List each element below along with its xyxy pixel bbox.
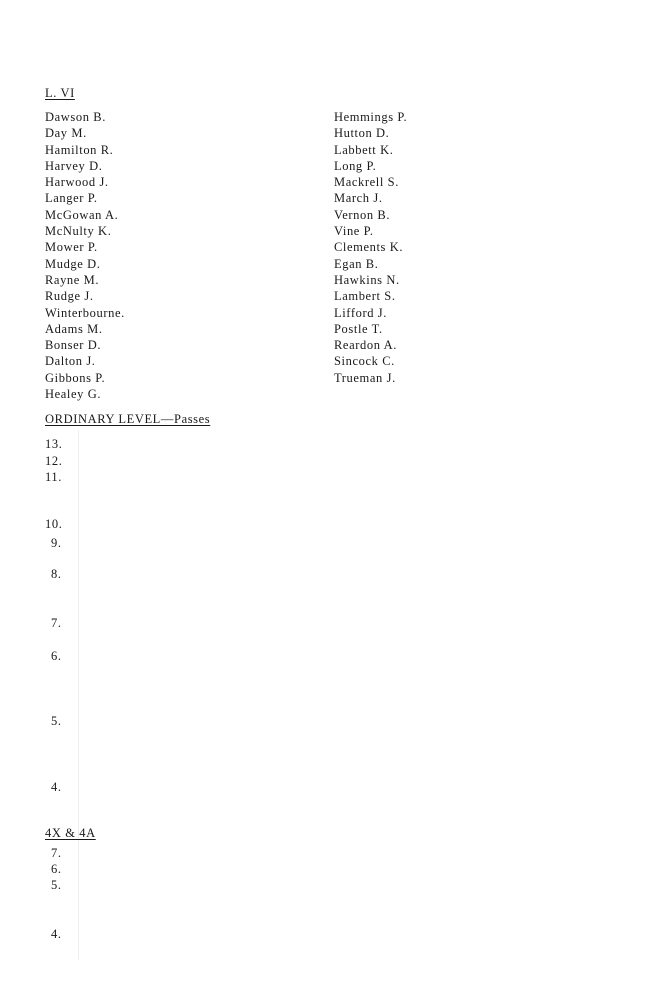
lvi-left-names bbox=[45, 109, 125, 402]
list-item: Dalton J. bbox=[45, 354, 96, 369]
section-heading-ordinary-level: ORDINARY LEVEL—Passes bbox=[45, 412, 211, 426]
grade-number: 13. bbox=[45, 437, 63, 451]
list-item: Dawson B. bbox=[45, 110, 106, 124]
grade-number: 9. bbox=[51, 536, 62, 550]
grade-number: 8. bbox=[51, 567, 62, 581]
list-item: Bonser D. bbox=[45, 338, 102, 353]
grade-number: 4. bbox=[51, 927, 62, 941]
lvi-right-names bbox=[334, 109, 407, 386]
list-item: Lifford J. bbox=[334, 305, 387, 320]
list-item: Rudge J. bbox=[45, 289, 94, 304]
list-item: Long P. bbox=[334, 158, 377, 173]
list-item: Day M. bbox=[45, 126, 87, 141]
list-item: Trueman J. bbox=[334, 370, 396, 385]
grade-number: 7. bbox=[51, 846, 62, 860]
grade-number: 6. bbox=[51, 649, 62, 663]
list-item: Lambert S. bbox=[334, 289, 396, 304]
list-item: Postle T. bbox=[334, 321, 383, 336]
margin-line bbox=[78, 430, 79, 960]
grade-number: 10. bbox=[45, 517, 63, 531]
list-item: Mudge D. bbox=[45, 256, 101, 271]
grade-number: 7. bbox=[51, 616, 62, 630]
list-item: Harvey D. bbox=[45, 158, 103, 173]
list-item: Clements K. bbox=[334, 240, 404, 255]
list-item: Mower P. bbox=[45, 240, 98, 255]
list-item: March J. bbox=[334, 191, 383, 206]
grade-number: 5. bbox=[51, 878, 62, 892]
list-item: Hemmings P. bbox=[334, 110, 408, 124]
list-item: Reardon A. bbox=[334, 338, 397, 353]
list-item: Hamilton R. bbox=[45, 142, 114, 157]
list-item: Harwood J. bbox=[45, 175, 109, 190]
list-item: Egan B. bbox=[334, 256, 379, 271]
list-item: McNulty K. bbox=[45, 224, 112, 239]
list-item: Mackrell S. bbox=[334, 175, 399, 190]
list-item: Sincock C. bbox=[334, 354, 395, 369]
grade-number: 6. bbox=[51, 862, 62, 876]
grade-number: 5. bbox=[51, 714, 62, 728]
list-item: Vernon B. bbox=[334, 207, 391, 222]
grade-number: 11. bbox=[45, 470, 62, 484]
grade-number: 4. bbox=[51, 780, 62, 794]
list-item: McGowan A. bbox=[45, 207, 119, 222]
list-item: Rayne M. bbox=[45, 272, 100, 287]
list-item: Gibbons P. bbox=[45, 370, 106, 385]
grade-number: 12. bbox=[45, 454, 63, 468]
list-item: Adams M. bbox=[45, 321, 103, 336]
list-item: Healey G. bbox=[45, 387, 102, 402]
section-heading-lvi: L. VI bbox=[45, 86, 75, 100]
list-item: Hawkins N. bbox=[334, 272, 400, 287]
list-item: Winterbourne. bbox=[45, 305, 125, 320]
list-item: Langer P. bbox=[45, 191, 98, 206]
list-item: Hutton D. bbox=[334, 126, 390, 141]
section-heading-4x-4a: 4X & 4A bbox=[45, 826, 96, 840]
list-item: Vine P. bbox=[334, 224, 374, 239]
list-item: Labbett K. bbox=[334, 142, 394, 157]
